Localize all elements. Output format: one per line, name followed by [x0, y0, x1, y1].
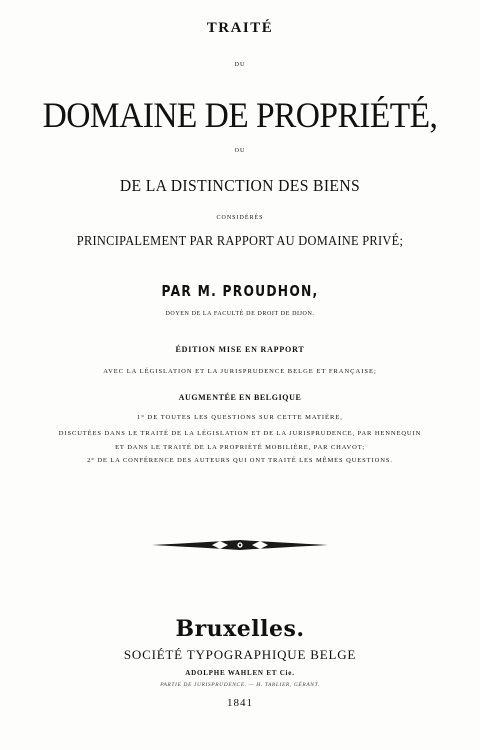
- edition-heading-2: AUGMENTÉE EN BELGIQUE: [178, 393, 302, 402]
- imprint-year: 1841: [227, 697, 253, 709]
- edition-heading: ÉDITION MISE EN RAPPORT: [175, 345, 305, 354]
- imprint-city: Bruxelles.: [175, 616, 305, 642]
- imprint-partie: PARTIE DE JURISPRUDENCE. — H. TARLIER, GÉRANT.: [160, 682, 320, 688]
- title-line-consideres: CONSIDÉRÉS: [216, 215, 264, 221]
- edition-item-2: 2° DE LA CONFÉRENCE DES AUTEURS QUI ONT TRAITÉ LES MÊMES QUESTIONS.: [87, 457, 393, 464]
- edition-item-1b: DISCUTÉES DANS LE TRAITÉ DE LA LÉGISLATION ET DE LA JURISPRUDENCE, PAR HENNEQUIN: [58, 430, 422, 437]
- edition-item-1c: ET DANS LE TRAITÉ DE LA PROPRIÉTÉ MOBILIÈRE, PAR CHAVOT;: [115, 444, 365, 451]
- edition-line: AVEC LA LÉGISLATION ET LA JURISPRUDENCE BELGE ET FRANÇAISE;: [103, 368, 377, 375]
- imprint-printer: ADOLPHE WAHLEN ET Cie.: [185, 669, 295, 677]
- title-line-ou: OU: [234, 148, 246, 154]
- subtitle: DE LA DISTINCTION DES BIENS: [119, 176, 361, 195]
- subtitle-2: PRINCIPALEMENT PAR RAPPORT AU DOMAINE PRIVÉ;: [76, 233, 404, 248]
- ornament-rule-icon: [150, 537, 330, 553]
- imprint-publisher: SOCIÉTÉ TYPOGRAPHIQUE BELGE: [123, 647, 357, 662]
- title-line-traite: TRAITÉ: [206, 20, 274, 36]
- main-title: DOMAINE DE PROPRIÉTÉ,: [42, 95, 438, 135]
- edition-item-1a: 1° DE TOUTES LES QUESTIONS SUR CETTE MATIÈRE,: [137, 414, 343, 421]
- title-line-du: DU: [234, 62, 246, 68]
- author-name: PAR M. PROUDHON,: [161, 282, 319, 300]
- author-role: DOYEN DE LA FACULTÉ DE DROIT DE DIJON.: [165, 311, 315, 317]
